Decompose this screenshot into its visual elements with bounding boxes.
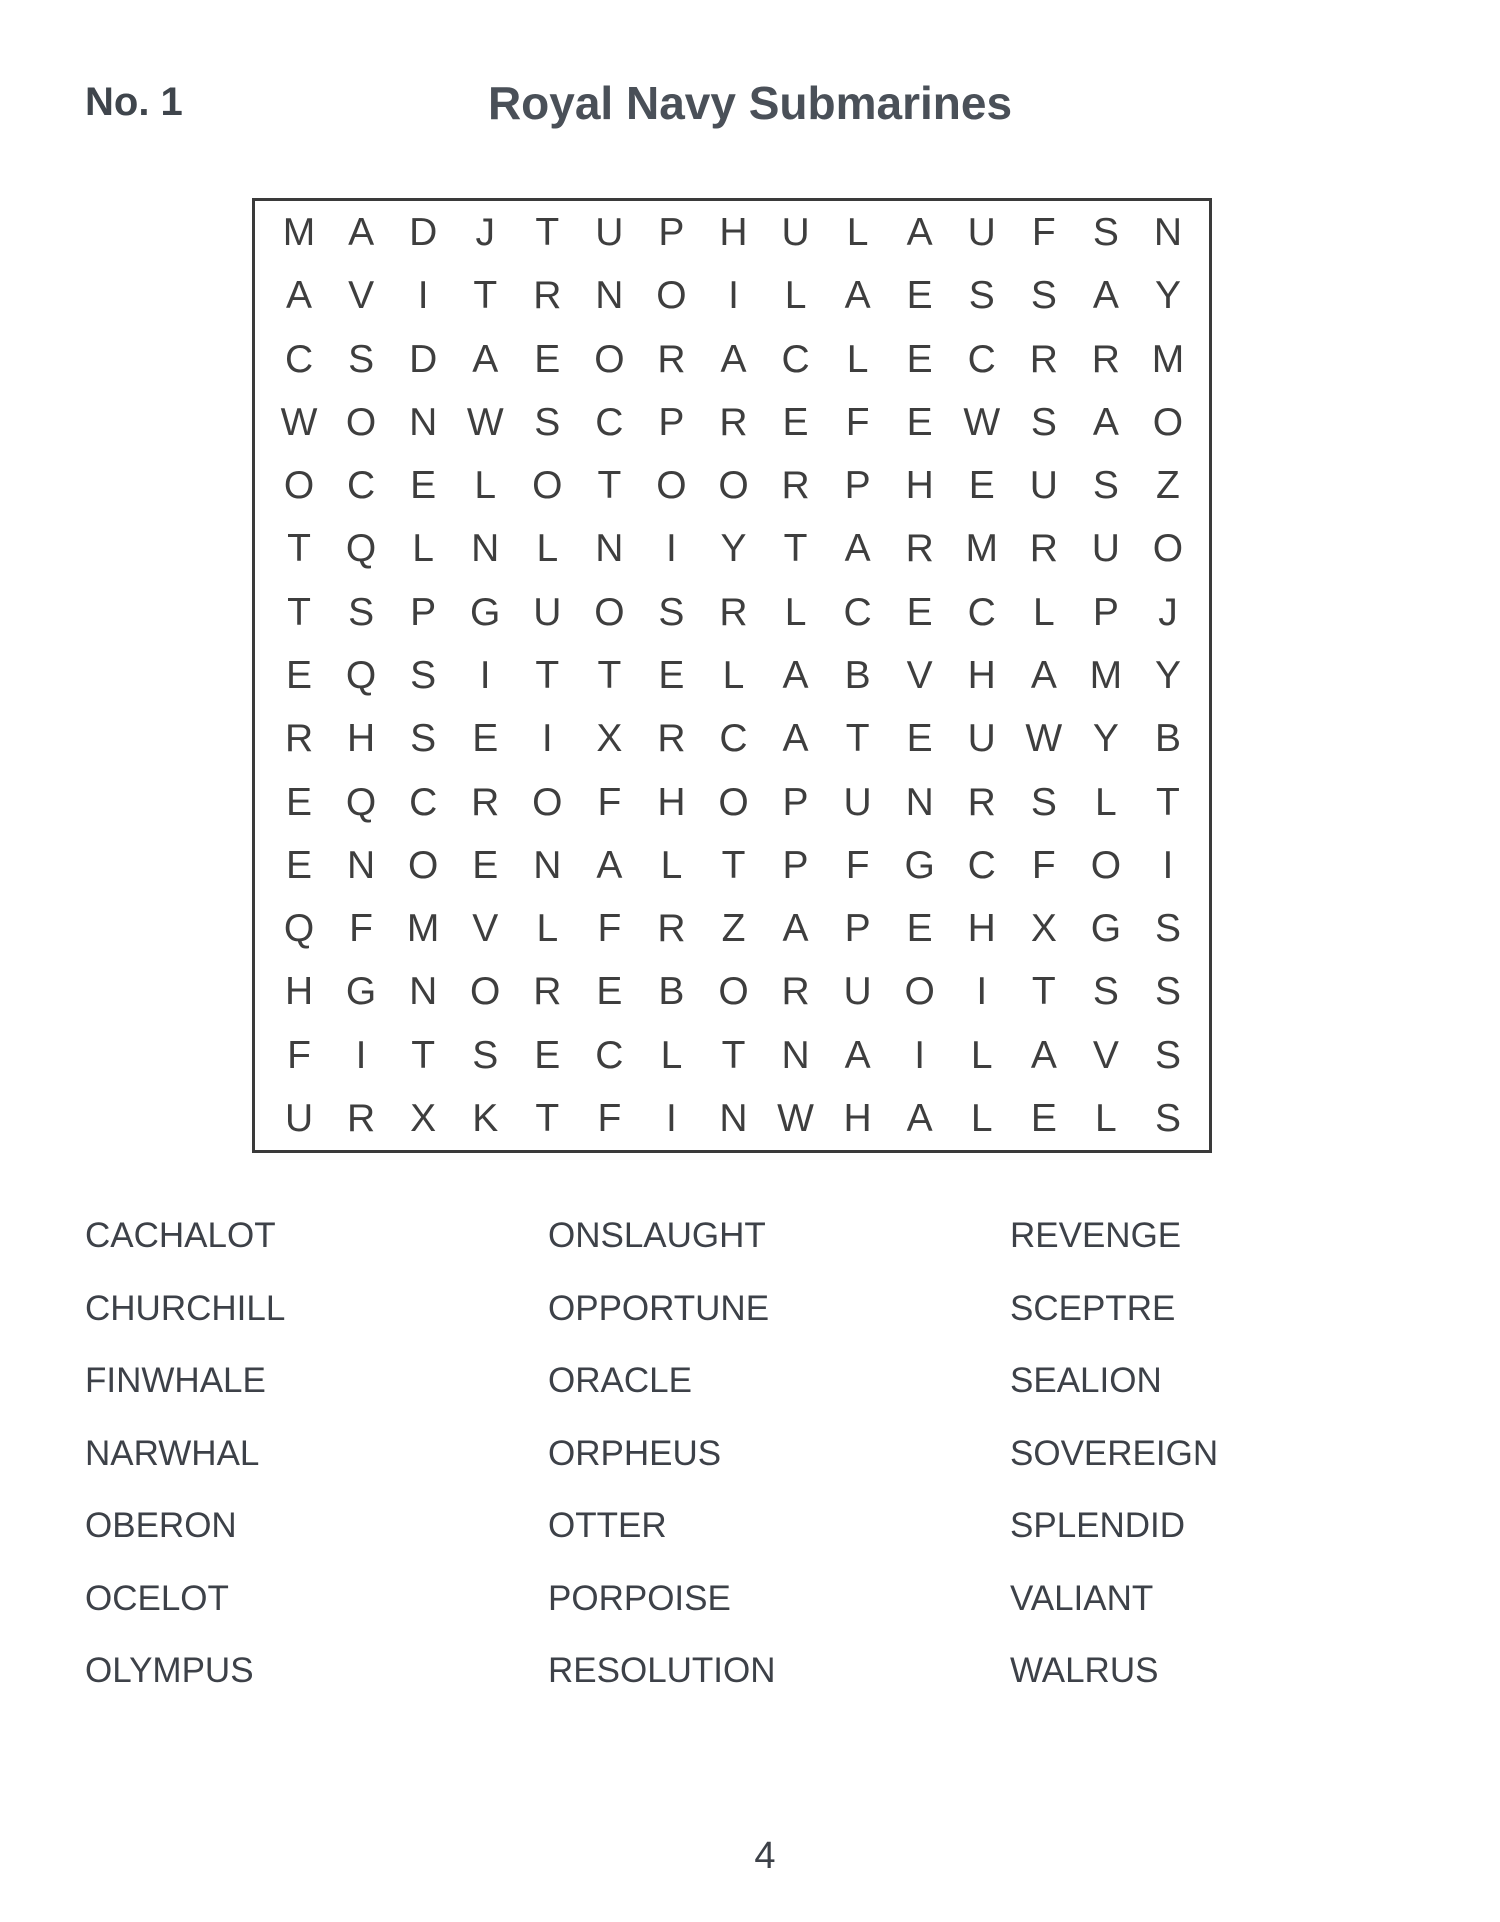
- grid-letter: C: [781, 337, 810, 381]
- grid-letter: N: [595, 527, 624, 571]
- grid-letter: C: [967, 590, 996, 634]
- grid-letter: R: [657, 717, 686, 761]
- grid-letter: L: [970, 1096, 993, 1140]
- grid-letter: Y: [720, 527, 747, 571]
- grid-letter: N: [905, 780, 934, 824]
- grid-letter: T: [1156, 780, 1180, 824]
- grid-letter: B: [1154, 717, 1181, 761]
- word-list-item: ORPHEUS: [548, 1433, 722, 1473]
- grid-letter: M: [282, 211, 316, 255]
- grid-letter: R: [1029, 337, 1058, 381]
- grid-letter: E: [968, 464, 995, 508]
- grid-letter: O: [532, 780, 563, 824]
- grid-letter: H: [967, 653, 996, 697]
- grid-letter: S: [1030, 274, 1057, 318]
- grid-letter: S: [1092, 211, 1119, 255]
- grid-letter: R: [533, 274, 562, 318]
- grid-letter: X: [1030, 907, 1057, 951]
- grid-letter: P: [782, 780, 809, 824]
- grid-letter: G: [904, 843, 935, 887]
- word-list-item: VALIANT: [1010, 1578, 1154, 1618]
- word-list-item: PORPOISE: [548, 1578, 731, 1618]
- grid-letter: I: [541, 717, 553, 761]
- grid-letter: C: [347, 464, 376, 508]
- grid-letter: E: [286, 780, 313, 824]
- grid-letter: Y: [1154, 653, 1181, 697]
- grid-letter: L: [722, 653, 745, 697]
- grid-letter: S: [534, 400, 561, 444]
- grid-letter: T: [1031, 970, 1056, 1014]
- grid-letter: N: [409, 970, 438, 1014]
- grid-letter: E: [906, 907, 933, 951]
- word-list-item: OPPORTUNE: [548, 1288, 770, 1328]
- grid-letter: U: [843, 970, 872, 1014]
- grid-letter: P: [844, 907, 871, 951]
- grid-letter: E: [286, 843, 313, 887]
- grid-letter: C: [595, 400, 624, 444]
- word-list-item: RESOLUTION: [548, 1651, 776, 1690]
- grid-letter: R: [719, 590, 748, 634]
- grid-letter: E: [472, 717, 499, 761]
- grid-letter: R: [657, 337, 686, 381]
- grid-letter: F: [287, 1033, 311, 1077]
- grid-letter: H: [657, 780, 686, 824]
- grid-letter: Y: [1092, 717, 1119, 761]
- grid-letter: S: [1092, 464, 1119, 508]
- grid-letter: F: [845, 843, 870, 887]
- word-list-item: CHURCHILL: [85, 1288, 286, 1328]
- grid-letter: O: [1152, 527, 1184, 571]
- grid-letter: O: [718, 464, 749, 508]
- grid-letter: R: [1029, 527, 1058, 571]
- grid-letter: O: [904, 970, 935, 1014]
- grid-letter: L: [970, 1033, 993, 1077]
- word-list-item: OBERON: [85, 1506, 237, 1545]
- grid-letter: U: [843, 780, 872, 824]
- grid-letter: P: [658, 400, 685, 444]
- grid-letter: W: [466, 400, 504, 444]
- grid-letter: R: [967, 780, 996, 824]
- grid-letter: A: [348, 211, 375, 255]
- grid-letter: Q: [345, 780, 377, 824]
- grid-letter: S: [1030, 400, 1057, 444]
- grid-letter: A: [286, 274, 313, 318]
- grid-letter: S: [658, 590, 685, 634]
- word-list-item: ONSLAUGHT: [548, 1216, 766, 1255]
- grid-letter: H: [284, 970, 314, 1014]
- grid-letter: U: [967, 211, 996, 255]
- grid-letter: R: [781, 970, 810, 1014]
- grid-letter: C: [843, 590, 872, 634]
- grid-letter: L: [784, 274, 807, 318]
- grid-letter: R: [284, 717, 314, 761]
- grid-letter: B: [658, 970, 685, 1014]
- grid-letter: H: [347, 717, 376, 761]
- grid-letter: O: [656, 274, 687, 318]
- grid-letter: S: [1030, 780, 1057, 824]
- grid-letter: X: [596, 717, 623, 761]
- grid-letter: O: [718, 780, 749, 824]
- grid-letter: N: [781, 1033, 810, 1077]
- grid-letter: A: [844, 527, 871, 571]
- grid-letter: O: [594, 590, 625, 634]
- grid-letter: T: [287, 590, 311, 634]
- grid-letter: P: [844, 464, 871, 508]
- grid-letter: X: [410, 1096, 437, 1140]
- grid-letter: O: [532, 464, 563, 508]
- grid-letter: U: [967, 717, 996, 761]
- grid-letter: S: [968, 274, 995, 318]
- grid-letter: H: [719, 211, 748, 255]
- grid-letter: U: [595, 211, 624, 255]
- grid-letter: T: [597, 464, 622, 508]
- grid-letter: O: [283, 464, 315, 508]
- grid-letter: E: [906, 337, 933, 381]
- word-list-item: REVENGE: [1010, 1216, 1182, 1255]
- grid-letter: A: [782, 653, 809, 697]
- grid-letter: Q: [345, 653, 377, 697]
- grid-letter: O: [656, 464, 687, 508]
- grid-letter: I: [1162, 843, 1174, 887]
- grid-letter: R: [781, 464, 810, 508]
- grid-letter: U: [1091, 527, 1120, 571]
- word-list-item: OCELOT: [85, 1578, 229, 1618]
- grid-letter: O: [718, 970, 749, 1014]
- grid-letter: A: [1030, 653, 1057, 697]
- grid-letter: W: [280, 400, 318, 444]
- grid-letter: O: [1152, 400, 1184, 444]
- grid-letter: T: [411, 1033, 436, 1077]
- grid-letter: E: [472, 843, 499, 887]
- grid-letter: L: [1032, 590, 1055, 634]
- grid-letter: I: [666, 1096, 677, 1140]
- grid-letter: M: [406, 907, 440, 951]
- grid-letter: W: [963, 400, 1001, 444]
- grid-letter: H: [843, 1096, 872, 1140]
- word-list-item: OLYMPUS: [85, 1651, 254, 1690]
- grid-letter: G: [1090, 907, 1122, 951]
- grid-letter: A: [782, 907, 809, 951]
- grid-letter: A: [906, 211, 933, 255]
- grid-letter: T: [783, 527, 808, 571]
- grid-letter: I: [914, 1033, 926, 1077]
- grid-letter: L: [660, 1033, 683, 1077]
- grid-letter: E: [534, 337, 561, 381]
- grid-letter: A: [720, 337, 747, 381]
- word-list-item: WALRUS: [1010, 1651, 1159, 1690]
- puzzle-title: Royal Navy Submarines: [487, 77, 1013, 129]
- grid-letter: J: [475, 211, 495, 255]
- grid-letter: F: [1031, 211, 1056, 255]
- grid-letter: F: [1031, 843, 1056, 887]
- grid-letter: A: [844, 1033, 871, 1077]
- grid-letter: S: [348, 337, 375, 381]
- grid-letter: R: [471, 780, 500, 824]
- grid-letter: T: [721, 1033, 746, 1077]
- grid-letter: Z: [1156, 464, 1180, 508]
- grid-letter: V: [348, 274, 375, 318]
- grid-letter: J: [1158, 590, 1178, 634]
- grid-letter: E: [286, 653, 313, 697]
- grid-letter: S: [1154, 970, 1181, 1014]
- grid-letter: W: [777, 1096, 814, 1140]
- grid-letter: I: [976, 970, 988, 1014]
- word-list-item: OTTER: [548, 1506, 667, 1545]
- grid-letter: E: [534, 1033, 561, 1077]
- grid-letter: I: [479, 653, 491, 697]
- grid-letter: V: [906, 653, 933, 697]
- grid-letter: E: [906, 590, 933, 634]
- grid-letter: F: [597, 1096, 622, 1140]
- grid-letter: H: [967, 907, 996, 951]
- grid-letter: R: [657, 907, 686, 951]
- grid-letter: A: [1030, 1033, 1057, 1077]
- grid-letter: C: [719, 717, 748, 761]
- word-list-column-1: [85, 1218, 285, 1726]
- grid-letter: T: [535, 653, 560, 697]
- grid-letter: I: [728, 274, 739, 318]
- grid-letter: S: [472, 1033, 499, 1077]
- grid-letter: E: [906, 717, 933, 761]
- grid-letter: G: [470, 590, 501, 634]
- grid-letter: R: [347, 1096, 376, 1140]
- word-list-item: FINWHALE: [85, 1361, 266, 1400]
- grid-letter: D: [409, 211, 438, 255]
- grid-letter: L: [536, 527, 559, 571]
- grid-letter: E: [782, 400, 809, 444]
- grid-letter: L: [1095, 1096, 1117, 1140]
- grid-letter: S: [1154, 907, 1181, 951]
- grid-letter: O: [345, 400, 377, 444]
- grid-letter: N: [1153, 211, 1183, 255]
- grid-letter: W: [1025, 717, 1063, 761]
- grid-letter: N: [533, 843, 562, 887]
- grid-letter: N: [719, 1096, 748, 1140]
- grid-letter: N: [471, 527, 500, 571]
- grid-letter: U: [284, 1096, 314, 1140]
- grid-letter: P: [658, 211, 685, 255]
- word-list-column-2: [548, 1218, 776, 1726]
- grid-letter: V: [472, 907, 499, 951]
- grid-letter: R: [719, 400, 748, 444]
- grid-letter: L: [846, 337, 869, 381]
- grid-letter: C: [967, 843, 996, 887]
- grid-letter: U: [533, 590, 562, 634]
- grid-letter: F: [845, 400, 870, 444]
- puzzle-number: No. 1: [85, 80, 183, 124]
- grid-letter: S: [348, 590, 375, 634]
- grid-letter: V: [1092, 1033, 1119, 1077]
- grid-letter: A: [782, 717, 809, 761]
- grid-letter: A: [1092, 274, 1119, 318]
- grid-letter: I: [417, 274, 429, 318]
- grid-letter: S: [1154, 1096, 1181, 1140]
- grid-letter: C: [967, 337, 996, 381]
- word-list-item: CACHALOT: [85, 1216, 276, 1255]
- word-list-item: SPLENDID: [1010, 1506, 1186, 1545]
- grid-letter: T: [845, 717, 870, 761]
- grid-letter: M: [965, 527, 998, 571]
- grid-letter: K: [472, 1096, 499, 1140]
- grid-letter: E: [1030, 1096, 1057, 1140]
- grid-letter: A: [1092, 400, 1119, 444]
- grid-letter: T: [597, 653, 622, 697]
- grid-letter: Q: [283, 907, 315, 951]
- grid-letter: D: [409, 337, 438, 381]
- grid-letter: L: [784, 590, 807, 634]
- grid-letter: R: [905, 527, 934, 571]
- grid-letter: A: [596, 843, 623, 887]
- grid-letter: T: [535, 1096, 560, 1140]
- grid-letter: T: [535, 211, 560, 255]
- grid-letter: S: [410, 717, 437, 761]
- grid-letter: N: [347, 843, 376, 887]
- grid-letter: E: [906, 274, 933, 318]
- grid-letter: O: [407, 843, 439, 887]
- grid-letter: G: [345, 970, 377, 1014]
- grid-letter: C: [595, 1033, 624, 1077]
- grid-letter: L: [660, 843, 683, 887]
- grid-letter: O: [1090, 843, 1122, 887]
- grid-letter: A: [472, 337, 499, 381]
- grid-letter: E: [410, 464, 437, 508]
- grid-letter: M: [1089, 653, 1123, 697]
- word-search-grid: [252, 198, 1212, 1153]
- grid-letter: C: [284, 337, 314, 381]
- word-list-item: ORACLE: [548, 1361, 692, 1400]
- grid-letter: Z: [721, 907, 746, 951]
- grid-letter: S: [1154, 1033, 1181, 1077]
- grid-letter: M: [1151, 337, 1185, 381]
- grid-letter: F: [597, 780, 622, 824]
- grid-letter: R: [533, 970, 562, 1014]
- grid-letter: E: [658, 653, 685, 697]
- word-list-item: SEALION: [1010, 1361, 1162, 1400]
- grid-letter: N: [409, 400, 438, 444]
- grid-letter: T: [721, 843, 746, 887]
- grid-letter: F: [349, 907, 373, 951]
- grid-letter: T: [287, 527, 311, 571]
- grid-letter: O: [594, 337, 625, 381]
- grid-letter: T: [473, 274, 498, 318]
- grid-letter: A: [906, 1096, 933, 1140]
- grid-letter: U: [781, 211, 810, 255]
- grid-letter: U: [1029, 464, 1058, 508]
- grid-letter: E: [596, 970, 623, 1014]
- grid-letter: P: [410, 590, 437, 634]
- grid-letter: S: [1092, 970, 1119, 1014]
- grid-letter: O: [470, 970, 501, 1014]
- page-number: 4: [754, 1835, 776, 1877]
- word-list-column-3: [1010, 1218, 1218, 1726]
- grid-letter: A: [844, 274, 871, 318]
- grid-letter: I: [355, 1033, 367, 1077]
- word-list-item: SOVEREIGN: [1010, 1433, 1219, 1473]
- grid-letter: I: [666, 527, 677, 571]
- grid-letter: F: [597, 907, 622, 951]
- grid-letter: E: [906, 400, 933, 444]
- grid-letter: Y: [1154, 274, 1181, 318]
- grid-letter: H: [905, 464, 934, 508]
- grid-letter: B: [844, 653, 871, 697]
- grid-letter: R: [1091, 337, 1120, 381]
- grid-letter: L: [1095, 780, 1117, 824]
- grid-letter: S: [410, 653, 437, 697]
- word-list-item: SCEPTRE: [1010, 1288, 1176, 1328]
- grid-letter: N: [595, 274, 624, 318]
- grid-letter: L: [846, 211, 869, 255]
- grid-letter: L: [474, 464, 497, 508]
- grid-letter: L: [536, 907, 559, 951]
- grid-letter: P: [1092, 590, 1119, 634]
- grid-letter: P: [782, 843, 809, 887]
- word-list-item: NARWHAL: [85, 1433, 260, 1473]
- grid-letter: L: [412, 527, 434, 571]
- grid-letter: Q: [345, 527, 377, 571]
- grid-letter: C: [409, 780, 438, 824]
